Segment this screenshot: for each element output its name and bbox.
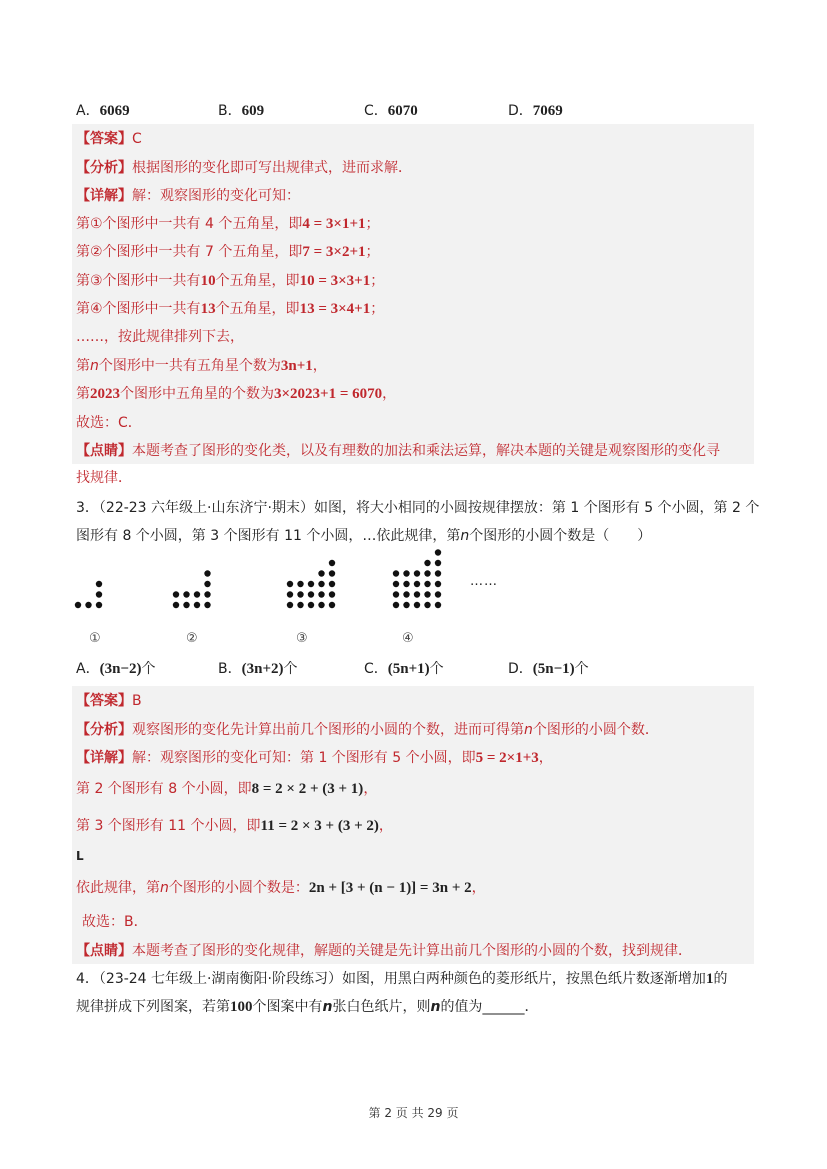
q3-figure-label-2: ② <box>186 631 198 646</box>
q4-stem-2: 规律拼成下列图案，若第100个图案中有n张白色纸片，则n的值为______． <box>76 999 539 1015</box>
q2-answer: 【答案】C <box>76 131 142 147</box>
q2-comment-2: 找规律． <box>76 470 132 486</box>
q2-option-a: A．6069 <box>76 103 130 119</box>
q2-line-2: 第②个图形中一共有 7 个五角星，即7 = 3×2+1； <box>76 244 380 260</box>
q2-option-d: D．7069 <box>508 103 563 119</box>
figure-dot <box>435 560 441 566</box>
q3-option-a: A．(3n−2)个 <box>76 661 156 677</box>
q2-ellipsis-line: ……，按此规律排列下去， <box>76 329 244 345</box>
figure-dot <box>183 602 189 608</box>
q3-figure-label-3: ③ <box>296 631 308 646</box>
figure-dot <box>435 570 441 576</box>
figure-dot <box>194 602 200 608</box>
figure-dot <box>204 591 210 597</box>
q3-figure-label-1: ① <box>89 631 101 646</box>
q4-stem-1: 4．（23-24 七年级上·湖南衡阳·阶段练习）如图，用黑白两种颜色的菱形纸片，按黑色纸片数逐渐增加1的 <box>76 971 728 987</box>
figure-dot <box>329 591 335 597</box>
q2-nth-line: 第n个图形中一共有五角星个数为3n+1， <box>76 358 327 374</box>
q2-comment-1: 【点睛】本题考查了图形的变化类，以及有理数的加法和乘法运算，解决本题的关键是观察图形的变化寻 <box>76 443 720 459</box>
figure-dot <box>318 581 324 587</box>
q2-option-c: C．6070 <box>364 103 418 119</box>
figure-dot <box>435 581 441 587</box>
q2-choose: 故选：C． <box>76 415 142 431</box>
figure-dot <box>297 581 303 587</box>
q3-comment: 【点睛】本题考查了图形的变化规律，解题的关键是先计算出前几个图形的小圆的个数，找到规律． <box>76 943 692 959</box>
figure-dot <box>329 602 335 608</box>
figure-dot <box>96 581 102 587</box>
figure-dot <box>393 581 399 587</box>
q3-analysis: 【分析】观察图形的变化先计算出前几个图形的小圆的个数，进而可得第n个图形的小圆个数． <box>76 722 659 738</box>
figure-dot <box>424 581 430 587</box>
figure-dot <box>287 591 293 597</box>
figure-dot <box>297 602 303 608</box>
figure-dot <box>435 602 441 608</box>
figure-dot <box>403 581 409 587</box>
figure-dot <box>204 570 210 576</box>
figure-dot <box>287 602 293 608</box>
q3-figure-label-4: ④ <box>402 631 414 646</box>
q3-detail: 【详解】解：观察图形的变化可知：第 1 个图形有 5 个小圆，即5 = 2×1+3， <box>76 750 553 766</box>
figure-dot <box>403 570 409 576</box>
q3-choose: 故选：B． <box>82 914 148 930</box>
figure-dot <box>393 602 399 608</box>
figure-dot <box>173 591 179 597</box>
figure-dot <box>424 560 430 566</box>
figure-dot <box>403 591 409 597</box>
figure-dot <box>308 581 314 587</box>
figure-dot <box>435 549 441 555</box>
figure-dot <box>318 570 324 576</box>
q4-answer-blank[interactable]: ______ <box>482 999 525 1015</box>
q3-stem-2: 图形有 8 个小圆，第 3 个图形有 11 个小圆，…依此规律，第n个图形的小圆个数是（ ） <box>76 528 652 544</box>
figure-dot <box>308 602 314 608</box>
page-footer: 第 2 页 共 29 页 <box>368 1106 459 1120</box>
q3-figure-ellipsis: …… <box>470 574 498 589</box>
figure-dot <box>194 591 200 597</box>
figure-dot <box>318 602 324 608</box>
figure-dot <box>329 581 335 587</box>
q3-line-3: 第 3 个图形有 11 个小圆，即11 = 2 × 3 + (3 + 2)， <box>76 818 393 834</box>
q3-rule-line: 依此规律，第n个图形的小圆个数是：2n + [3 + (n − 1)] = 3n + 2， <box>76 880 486 896</box>
figure-dot <box>204 581 210 587</box>
q2-line-1: 第①个图形中一共有 4 个五角星，即4 = 3×1+1； <box>76 216 380 232</box>
figure-dot <box>85 602 91 608</box>
q2-2023-line: 第2023个图形中五角星的个数为3×2023+1 = 6070， <box>76 386 397 402</box>
q3-line-2: 第 2 个图形有 8 个小圆，即8 = 2 × 2 + (3 + 1)， <box>76 781 378 797</box>
figure-dot <box>414 602 420 608</box>
figure-dot <box>393 591 399 597</box>
figure-dot <box>173 602 179 608</box>
figure-dot <box>329 560 335 566</box>
q3-answer: 【答案】B <box>76 693 142 709</box>
figure-dot <box>96 591 102 597</box>
figure-dot <box>308 591 314 597</box>
figure-dot <box>435 591 441 597</box>
figure-dot <box>75 602 81 608</box>
q3-stray-mark: L <box>76 849 84 863</box>
q2-detail: 【详解】解：观察图形的变化可知： <box>76 188 300 204</box>
figure-dot <box>183 591 189 597</box>
figure-dot <box>329 570 335 576</box>
q3-option-c: C．(5n+1)个 <box>364 661 444 677</box>
figure-dot <box>414 591 420 597</box>
q3-option-d: D．(5n−1)个 <box>508 661 589 677</box>
figure-dot <box>297 591 303 597</box>
figure-dot <box>414 581 420 587</box>
q2-option-b: B．609 <box>218 103 265 119</box>
figure-dot <box>424 602 430 608</box>
figure-dot <box>403 602 409 608</box>
q3-option-b: B．(3n+2)个 <box>218 661 298 677</box>
figure-dot <box>393 570 399 576</box>
figure-dot <box>204 602 210 608</box>
q2-line-4: 第④个图形中一共有13个五角星，即13 = 3×4+1； <box>76 301 385 317</box>
q2-line-3: 第③个图形中一共有10个五角星，即10 = 3×3+1； <box>76 273 385 289</box>
figure-dot <box>414 570 420 576</box>
figure-dot <box>318 591 324 597</box>
figure-dot <box>424 570 430 576</box>
figure-dot <box>287 581 293 587</box>
q3-stem-1: 3．（22-23 六年级上·山东济宁·期末）如图，将大小相同的小圆按规律摆放：第 1 个图形有 5 个小圆，第 2 个 <box>76 500 760 516</box>
figure-dot <box>424 591 430 597</box>
figure-dot <box>96 602 102 608</box>
q2-analysis: 【分析】根据图形的变化即可写出规律式，进而求解． <box>76 160 412 176</box>
